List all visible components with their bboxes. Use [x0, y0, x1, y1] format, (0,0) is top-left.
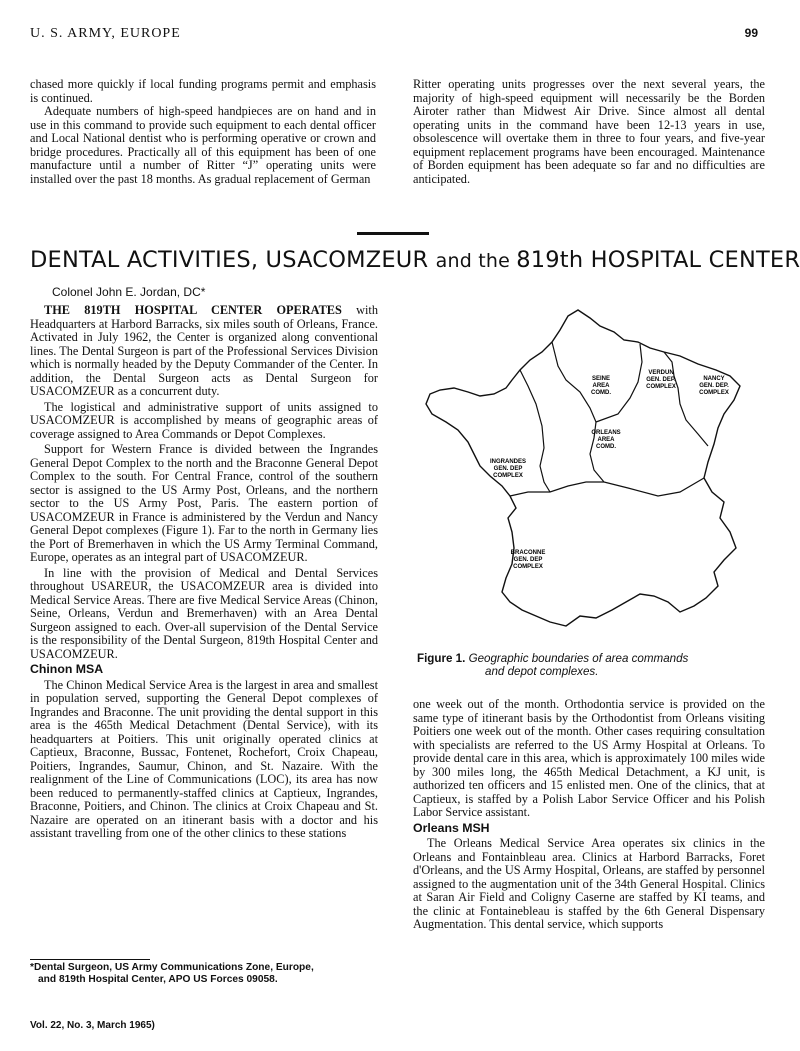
france-map-figure — [418, 296, 770, 641]
region-boundary — [604, 478, 704, 496]
region-boundary — [552, 342, 596, 422]
label-orleans — [591, 430, 620, 450]
paragraph: The Chinon Medical Service Area is the largest in area and smallest in population served, supporting the General Depot complexes of Ingrandes and Braconne. The unit providing the dental support in this area is the 465th Medical Detachment (Dental Service), with its headquarters at Poitiers. This unit originally operated clinics at Captieux, Braconne, Bussac, Fontenet, Rochefort, Croix Chapeau, Poitiers, Ingrandes, Saumur, Chinon, and St. Nazaire. With the realignment of the Line of Communications (LOC), its area has now been reduced to permanently-staffed clinics at Captieux, Ingrandes, Braconne, Poitiers, and Chinon. The clinics at Croix Chapeau and St. Nazaire are operated on an itinerant basis with a doctor and his assistant travelling from one of the other clinics to these stations — [30, 677, 378, 840]
section-divider — [357, 232, 429, 235]
paragraph — [30, 304, 378, 399]
caption-line-1: Geographic boundaries of area commands — [468, 652, 689, 665]
author-byline: Colonel John E. Jordan, DC* — [52, 285, 206, 299]
svg-text:BRACONNE: BRACONNE — [510, 550, 546, 556]
previous-article-right-column — [413, 78, 765, 186]
caption-line-2: and depot complexes. — [485, 665, 599, 678]
figure-label: Figure 1. — [417, 652, 466, 665]
footnote-rule — [30, 959, 150, 960]
svg-text:COMPLEX: COMPLEX — [493, 473, 523, 479]
paragraph: chased more quickly if local funding programs permit and emphasis is continued. — [30, 77, 376, 105]
svg-text:GEN. DEP: GEN. DEP — [493, 466, 523, 472]
label-braconne — [511, 550, 546, 570]
region-boundary — [664, 352, 708, 446]
article-right-column — [413, 698, 765, 934]
running-head: U. S. ARMY, EUROPE — [30, 26, 181, 41]
france-outline — [426, 310, 740, 626]
svg-text:INGRANDES: INGRANDES — [489, 459, 527, 465]
svg-text:GEN. DEP.: GEN. DEP. — [646, 377, 676, 383]
label-seine — [591, 376, 611, 396]
page-number: 99 — [744, 26, 758, 40]
section-heading: Orleans MSH — [413, 820, 490, 835]
svg-text:GEN. DEP: GEN. DEP — [513, 557, 543, 563]
paragraph: Support for Western France is divided between the Ingrandes General Depot Complex to the north and the Braconne General Depot Complex to the south. For Central France, control of the southern sector is assigned to the US Army Post, Orleans, and the northern sector to the US Army Post, Paris. The eastern portion of USACOMZEUR in France is administered by the Verdun and Nancy General Depot complexes (Figure 1). Far to the north in Germany lies the Port of Bremerhaven in which the US Army Terminal Command, Europe, operates as an integral part of USACOMZEUR. — [30, 442, 378, 564]
svg-text:AREA: AREA — [592, 383, 610, 389]
svg-text:ORLEANS: ORLEANS — [591, 430, 621, 436]
svg-text:SEINE: SEINE — [591, 376, 611, 382]
svg-text:COMPLEX: COMPLEX — [699, 390, 729, 396]
issue-footer: Vol. 22, No. 3, March 1965) — [30, 1020, 155, 1031]
svg-text:COMPLEX: COMPLEX — [646, 384, 676, 390]
paragraph: Adequate numbers of high-speed handpieces are on hand and in use in this command to provide such equipment to each dental officer and Local National dentist who is performing operative or crown and bridge procedures. Practically all of this equipment has been of one manufacture until a number of Ritter “J” operating units were installed over the past 18 months. As gradual replacement of German — [30, 104, 376, 186]
section-heading: Chinon MSA — [30, 662, 104, 676]
svg-text:COMPLEX: COMPLEX — [513, 564, 543, 570]
paragraph: Ritter operating units progresses over the next several years, the majority of high-speed equipment will necessarily be the Borden Airoter rather than Midwest Air Drive. Since almost all dental operating units in the command have been 12-13 years in use, obsolescence will overtake them in three to four years, and five-year equipment replacement programs have been encouraged. Maintenance of Borden equipment has been adequate so far and no difficulties are anticipated. — [413, 77, 765, 186]
svg-text:VERDUN: VERDUN — [648, 370, 674, 376]
paragraph: one week out of the month. Orthodontia service is provided on the same type of itinerant basis by the Orthodontist from Orleans visiting Poitiers one week out of the month. Other cases requiring consultation with specialists are referred to the US Army Hospital at Orleans. To provide dental care in this area, which is approximately 100 miles wide by 300 miles long, the 465th Medical Detachment, a KJ unit, is authorized ten officers and 15 enlisted men. One of the clinics, that at Captieux, is staffed by a Polish Labor Service Officer and his Polish Labor Service assistant. — [413, 697, 765, 819]
title-main: DENTAL ACTIVITIES, USACOMZEUR — [30, 247, 436, 273]
title-and: and the — [435, 250, 517, 272]
lead-in: THE 819TH HOSPITAL CENTER OPERATES — [44, 303, 342, 317]
label-nancy — [699, 376, 729, 396]
previous-article-left-column — [30, 78, 376, 186]
paragraph: The logistical and administrative support of units assigned to USACOMZEUR is accomplished by means of geographic areas of coverage assigned to Area Commands or Depot Complexes. — [30, 399, 378, 441]
region-boundary — [520, 370, 550, 492]
article-title — [30, 247, 800, 273]
svg-text:COMD.: COMD. — [591, 390, 611, 396]
footnote-line-2: and 819th Hospital Center, APO US Forces 09058. — [38, 973, 278, 985]
title-end: 819th HOSPITAL CENTER — [516, 247, 800, 273]
figure-caption — [417, 652, 767, 678]
article-left-column — [30, 304, 378, 843]
footnote — [30, 962, 380, 985]
label-verdun — [646, 370, 676, 390]
svg-text:AREA: AREA — [597, 437, 615, 443]
lead-text: with Headquarters at Harbord Barracks, six miles south of Orleans, France. Activated in July 1962, the Center is organized along conventional lines. The Dental Surgeon is part of the Professional Services Division which is normally headed by the Deputy Commander of the Center. In addition, the Dental Surgeon acts as Dental Surgeon for USACOMZEUR as a concurrent duty. — [30, 303, 378, 398]
footnote-line-1: *Dental Surgeon, US Army Communications Zone, Europe, — [30, 962, 314, 973]
region-boundary — [510, 482, 604, 496]
svg-text:NANCY: NANCY — [703, 376, 725, 382]
paragraph: The Orleans Medical Service Area operates six clinics in the Orleans and Fontainbleau area. Clinics at Harbord Barracks, Foret d'Orleans, and the US Army Hospital, Orleans, are staffed by personnel assigned to the augmentation unit of the 34th General Hospital. Clinics at Saran Air Field and Coligny Caserne are staffed by KI teams, and the clinic at Fontainebleau is staffed by the 6th General Dispensary Augmentation. This dental service, which supports — [413, 836, 765, 931]
paragraph: In line with the provision of Medical and Dental Services throughout USAREUR, the USACOMZEUR area is divided into Medical Service Areas. There are five Medical Service Areas (Chinon, Seine, Orleans, Verdun and Bremerhaven) with an Area Dental Surgeon assigned to each. Over-all supervision of the Dental Service is the responsibility of the Dental Surgeon, 819th Hospital Center and USACOMZEUR. — [30, 565, 378, 661]
svg-text:COMD.: COMD. — [596, 444, 616, 450]
label-ingrandes — [490, 459, 526, 479]
svg-text:GEN. DEP.: GEN. DEP. — [699, 383, 729, 389]
